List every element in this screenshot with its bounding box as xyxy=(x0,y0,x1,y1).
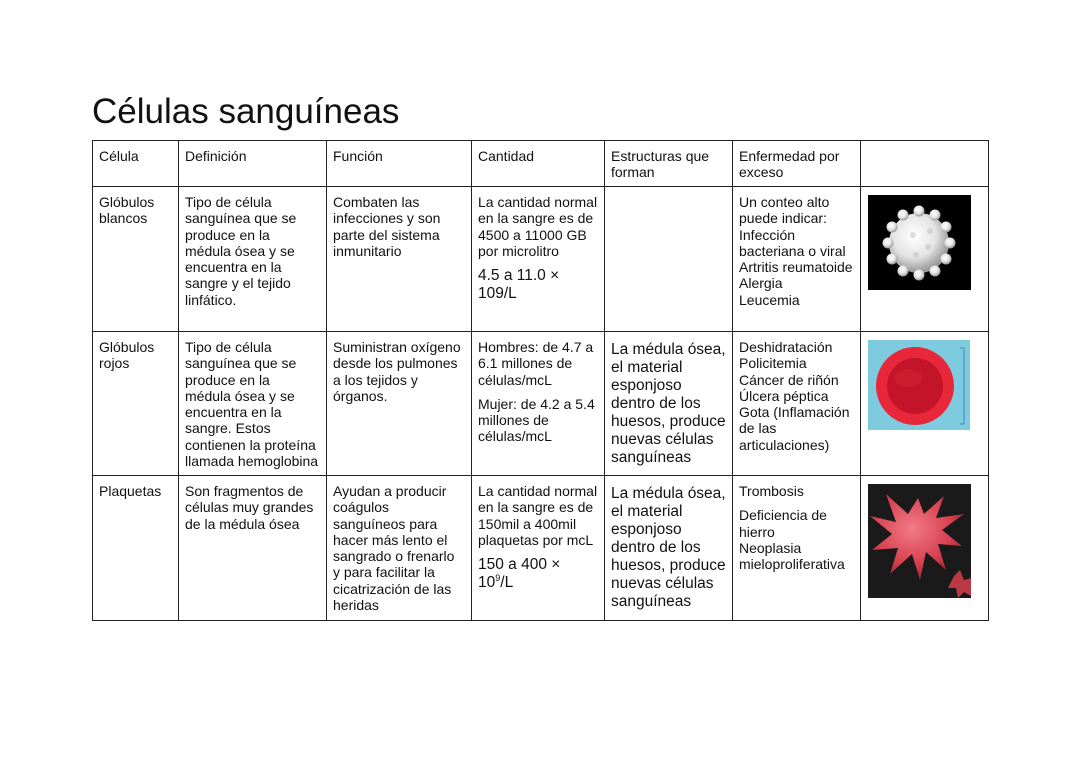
header-celula: Célula xyxy=(93,141,179,187)
text-line: plaquetas por mcL xyxy=(478,531,594,548)
text-line: células/mcL xyxy=(478,428,552,445)
cell-estructuras xyxy=(605,187,733,332)
text-line: por microlitro xyxy=(478,242,559,259)
text-line: encuentra en la xyxy=(185,404,282,421)
text-line: Úlcera péptica xyxy=(739,387,829,404)
text-line: bacteriana o viral xyxy=(739,242,846,259)
text-line: en la sangre es de xyxy=(478,210,594,227)
header-funcion: Función xyxy=(327,141,472,187)
text-line: encuentra en la xyxy=(185,259,282,276)
page-title: Células sanguíneas xyxy=(92,92,400,131)
text-line: y para facilitar la xyxy=(333,564,435,581)
text-line: cicatrización de las xyxy=(333,580,452,597)
text-line: Combaten las xyxy=(333,194,420,210)
text-line: médula ósea y se xyxy=(185,387,295,404)
cell-estructuras xyxy=(605,476,733,621)
text-line: Estructuras que xyxy=(611,148,710,164)
text-line: de la médula ósea xyxy=(185,515,300,532)
cell-enfermedad xyxy=(733,476,861,621)
text-line: La cantidad normal xyxy=(478,483,598,499)
table-row-plaquetas xyxy=(93,476,989,621)
text-line: sangre. Estos xyxy=(185,420,271,437)
text-line: 4.5 a 11.0 × xyxy=(478,267,560,285)
platelet-icon xyxy=(868,484,971,598)
text-line: 150mil a 400mil xyxy=(478,515,577,532)
red-blood-cell-icon xyxy=(868,340,970,430)
text-line: Neoplasia xyxy=(739,539,802,556)
text-line: La médula ósea, xyxy=(611,485,726,502)
text-line: dentro de los xyxy=(611,395,701,412)
cell-celula xyxy=(93,187,179,332)
cantidad-exponent-line: $10^9/L$ xyxy=(478,573,514,592)
cell-celula xyxy=(93,476,179,621)
text-line: inmunitario xyxy=(333,242,402,259)
white-blood-cell-icon xyxy=(868,195,971,290)
cell-definicion xyxy=(179,476,327,621)
text-line: coágulos xyxy=(333,499,390,516)
text-line: Glóbulos xyxy=(99,194,155,210)
cell-celula xyxy=(93,332,179,476)
text-line: a los tejidos y xyxy=(333,371,418,388)
text-line: de las xyxy=(739,420,777,437)
text-line: Son fragmentos de xyxy=(185,483,304,499)
cell-funcion xyxy=(327,476,472,621)
cell-cantidad xyxy=(472,476,605,621)
text-line: blancos xyxy=(99,210,148,227)
cell-enfermedad xyxy=(733,332,861,476)
text-line: el material xyxy=(611,503,683,520)
text-line: Glóbulos xyxy=(99,339,155,355)
text-line: huesos, produce xyxy=(611,413,726,430)
header-estructuras xyxy=(605,141,733,187)
text-line: el material xyxy=(611,359,683,376)
text-line: parte del sistema xyxy=(333,226,440,243)
text-line: sanguínea que se xyxy=(185,210,297,227)
text-line: sangrado o frenarlo xyxy=(333,548,455,565)
text-line: Un conteo alto xyxy=(739,194,830,210)
text-line: linfático. xyxy=(185,291,237,308)
text-line: sanguínea que se xyxy=(185,355,297,372)
cell-image xyxy=(861,332,989,476)
cell-estructuras xyxy=(605,332,733,476)
cell-cantidad xyxy=(472,187,605,332)
text-line: Gota (Inflamación xyxy=(739,404,850,421)
text-line: en la sangre es de xyxy=(478,499,594,516)
text-line: Alergia xyxy=(739,275,783,292)
header-definicion: Definición xyxy=(179,141,327,187)
text-line: esponjoso xyxy=(611,377,682,394)
text-line: médula ósea y se xyxy=(185,242,295,259)
table-row-globulos-rojos xyxy=(93,332,989,476)
table-row-globulos-blancos xyxy=(93,187,989,332)
text-line: Suministran oxígeno xyxy=(333,339,461,355)
text-line: forman xyxy=(611,164,655,181)
text-line: llamada hemoglobina xyxy=(185,453,319,470)
text-line: hacer más lento el xyxy=(333,531,448,548)
text-line: Hombres: de 4.7 a xyxy=(478,339,594,355)
cell-definicion xyxy=(179,187,327,332)
text-line: 150 a 400 × xyxy=(478,556,561,574)
text-line: Enfermedad por xyxy=(739,148,840,164)
text-line: Deshidratación xyxy=(739,339,833,355)
text-line: Ayudan a producir xyxy=(333,483,447,499)
text-line: desde los pulmones xyxy=(333,355,458,372)
text-line: 6.1 millones de xyxy=(478,355,573,372)
text-line: huesos, produce xyxy=(611,557,726,574)
text-line: Tipo de célula xyxy=(185,194,272,210)
cell-cantidad xyxy=(472,332,605,476)
text-line: Infección xyxy=(739,226,796,243)
text-line: Trombosis xyxy=(739,483,804,499)
text-line: produce en la xyxy=(185,226,270,243)
text-line: sanguíneos para xyxy=(333,515,438,532)
text-line: hierro xyxy=(739,523,775,540)
text-line: células/mcL xyxy=(478,371,552,388)
text-line: La médula ósea, xyxy=(611,341,726,358)
cell-image xyxy=(861,187,989,332)
text-line: mieloproliferativa xyxy=(739,556,845,573)
text-line: 109/L xyxy=(478,285,517,303)
text-line: heridas xyxy=(333,597,379,614)
text-line: La cantidad normal xyxy=(478,194,598,210)
header-enfermedad xyxy=(733,141,861,187)
text-line: 4500 a 11000 GB xyxy=(478,226,587,243)
cell-enfermedad xyxy=(733,187,861,332)
text-line: órganos. xyxy=(333,387,388,404)
text-line: Tipo de célula xyxy=(185,339,272,355)
cell-funcion xyxy=(327,332,472,476)
text-line: nuevas células xyxy=(611,431,714,448)
blood-cells-table xyxy=(92,140,989,621)
text-line: células muy grandes xyxy=(185,499,314,516)
text-line: Artritis reumatoide xyxy=(739,259,853,276)
text-line: articulaciones) xyxy=(739,436,830,453)
text-line: Policitemia xyxy=(739,355,807,372)
cell-funcion xyxy=(327,187,472,332)
header-row xyxy=(93,141,989,187)
text-line: puede indicar: xyxy=(739,210,827,227)
text-line: infecciones y son xyxy=(333,210,441,227)
text-line: contienen la proteína xyxy=(185,436,316,453)
text-line: millones de xyxy=(478,412,549,429)
text-line: dentro de los xyxy=(611,539,701,556)
text-line: Leucemia xyxy=(739,291,800,308)
text-line: rojos xyxy=(99,355,130,372)
text-line: sanguíneas xyxy=(611,449,692,466)
text-line: exceso xyxy=(739,164,784,181)
cell-image xyxy=(861,476,989,621)
text-line: esponjoso xyxy=(611,521,682,538)
text-line: sangre y el tejido xyxy=(185,275,291,292)
text-line: Plaquetas xyxy=(99,483,162,499)
text-line: Deficiencia de xyxy=(739,507,827,524)
text-line: produce en la xyxy=(185,371,270,388)
text-line: Cáncer de riñón xyxy=(739,371,839,388)
header-cantidad: Cantidad xyxy=(472,141,605,187)
text-line: nuevas células xyxy=(611,575,714,592)
text-line: Mujer: de 4.2 a 5.4 xyxy=(478,395,595,412)
header-imagen xyxy=(861,141,989,187)
cell-definicion xyxy=(179,332,327,476)
text-line: sanguíneas xyxy=(611,593,692,610)
